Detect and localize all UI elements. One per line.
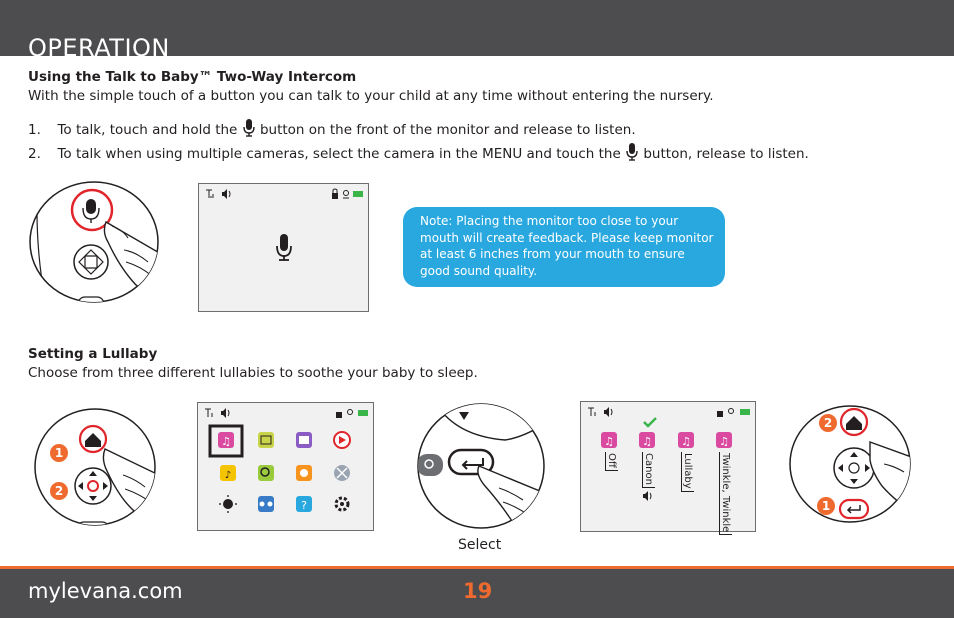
step-1-text-end: button on the front of the monitor and release to listen. [259, 122, 636, 138]
microphone-icon [243, 119, 255, 137]
photo-icon [258, 432, 274, 448]
microphone-icon [626, 143, 638, 161]
svg-text:♫: ♫ [719, 435, 729, 448]
section-title: OPERATION [28, 34, 170, 62]
brightness-icon [223, 499, 233, 509]
lullaby-option-canon[interactable]: Canon [642, 452, 655, 488]
feedback-note: Note: Placing the monitor too close to your mouth will create feedback. Please keep monitor at least 6 inches from your mouth to ensure good sound quality. [403, 207, 725, 287]
menu-screen [197, 402, 374, 531]
status-bar [202, 406, 369, 420]
website-link[interactable]: mylevana.com [28, 579, 183, 603]
lullaby-option-off[interactable]: Off [605, 452, 618, 471]
step-2-number: 2. [28, 146, 41, 162]
page-header [0, 0, 954, 62]
status-bar [585, 405, 751, 419]
intercom-intro: With the simple touch of a button you can talk to your child at any time without entering the nursery. [28, 88, 714, 104]
svg-text:♫: ♫ [221, 435, 231, 448]
step-2-text-end: button, release to listen. [643, 146, 809, 162]
page-number: 19 [463, 579, 493, 603]
step-marker: 1 [821, 499, 831, 513]
lullaby-music-icons [581, 430, 755, 450]
lock-icon [332, 189, 338, 199]
svg-text:♫: ♫ [604, 435, 614, 448]
step-1 [28, 119, 636, 139]
monitor-confirm-illustration [786, 402, 914, 527]
battery-icon [353, 191, 363, 197]
check-icon [642, 416, 658, 428]
menu-icon-grid [198, 421, 373, 530]
camera-icon [343, 191, 349, 199]
svg-text:♫: ♫ [642, 435, 652, 448]
monitor-select-illustration [415, 402, 547, 532]
intercom-heading: Using the Talk to Baby™ Two-Way Intercom [28, 69, 357, 85]
page-footer [0, 569, 954, 618]
intercom-screen [198, 183, 369, 312]
speaker-icon [222, 189, 230, 199]
select-label: Select [458, 537, 502, 553]
lullaby-intro: Choose from three different lullabies to soothe your baby to sleep. [28, 365, 478, 381]
step-marker: 2 [823, 416, 833, 430]
monitor-menu-illustration [33, 405, 163, 530]
step-2-text-start: To talk when using multiple cameras, select the camera in the MENU and touch the [57, 146, 621, 162]
lullaby-option-lullaby[interactable]: Lullaby [681, 452, 694, 492]
step-2 [28, 143, 809, 163]
svg-text:♪: ♪ [224, 470, 232, 481]
zoom-button [417, 454, 443, 476]
svg-text:♫: ♫ [681, 435, 691, 448]
monitor-mic-illustration [28, 180, 168, 305]
step-1-text-start: To talk, touch and hold the [57, 122, 238, 138]
svg-text:?: ? [301, 499, 307, 512]
signal-icon [206, 190, 213, 198]
microphone-icon [275, 234, 293, 262]
lullaby-heading: Setting a Lullaby [28, 346, 158, 362]
lullaby-screen [580, 401, 756, 532]
step-marker: 1 [54, 446, 64, 460]
step-1-number: 1. [28, 122, 41, 138]
enter-icon [840, 500, 868, 518]
step-marker: 2 [54, 484, 64, 498]
speaker-icon [642, 490, 654, 502]
lullaby-option-twinkle[interactable]: Twinkle, Twinkle [719, 452, 732, 535]
status-bar [203, 187, 364, 201]
